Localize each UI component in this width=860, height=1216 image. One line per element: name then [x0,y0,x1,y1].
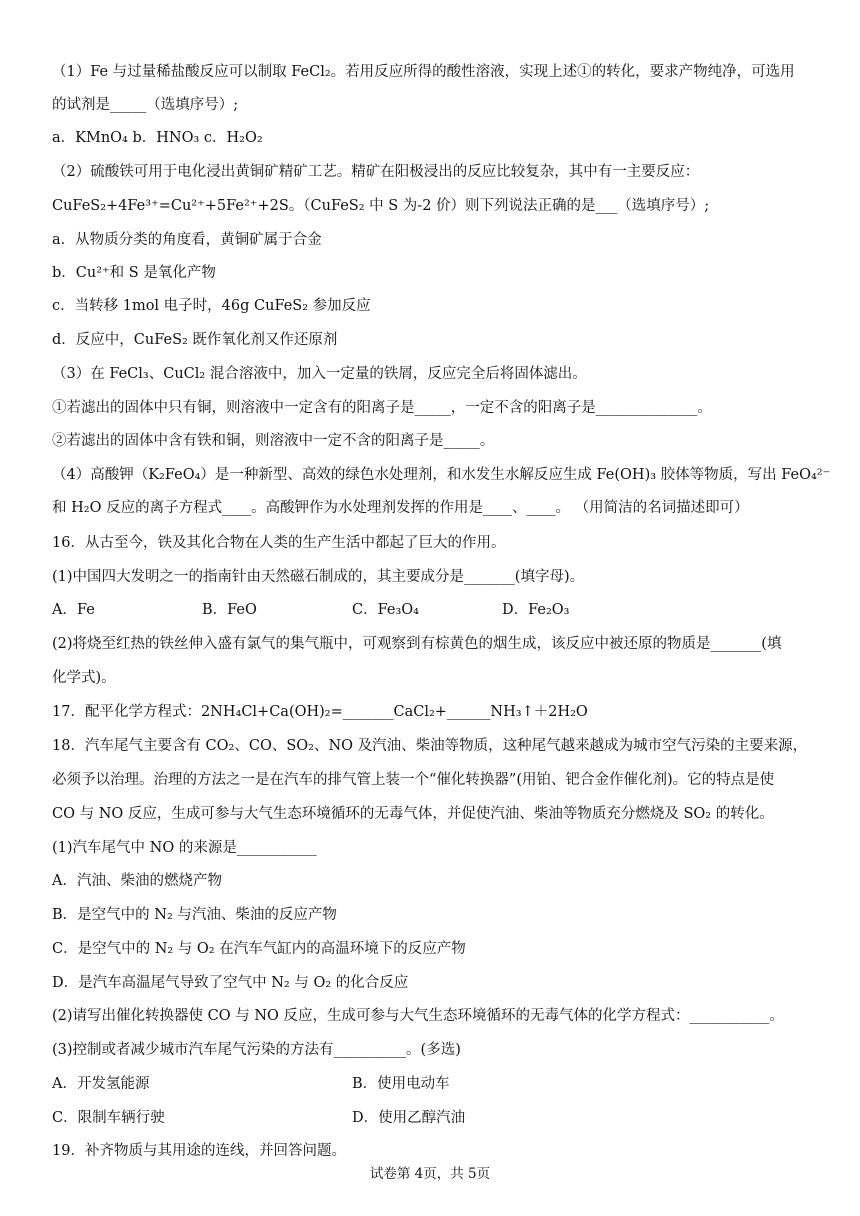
page-footer: 试卷第 4页，共 5页 [369,1166,491,1182]
q18-option-d: D．使用乙醇汽油 [352,1110,466,1126]
q18-choice-d: D．是汽车高温尾气导致了空气中 N₂ 与 O₂ 的化合反应 [52,975,409,991]
text-line: 必须予以治理。治理的方法之一是在汽车的排气管上装一个“催化转换器”(用铂、钯合金作催化剂)。它的特点是使 [52,772,775,788]
q16-option-a: A．Fe [52,602,95,618]
text-line: CuFeS₂+4Fe³⁺=Cu²⁺+5Fe²⁺+2S。（CuFeS₂ 中 S 为-2 价）则下列说法正确的是___（选填序号）; [52,198,710,214]
text-line: （2）硫酸铁可用于电化浸出黄铜矿精矿工艺。精矿在阳极浸出的反应比较复杂，其中有一主要反应： [52,164,700,180]
question-18: 18．汽车尾气主要含有 CO₂、CO、SO₂、NO 及汽油、柴油等物质，这种尾气越来越成为城市空气污染的主要来源， [52,738,808,754]
text-line: （4）高酸钾（K₂FeO₄）是一种新型、高效的绿色水处理剂，和水发生水解反应生成 Fe(OH)₃ 胶体等物质，写出 FeO₄²⁻ [52,467,831,483]
q18-option-c: C．限制车辆行驶 [52,1110,165,1126]
q18-choice-a: A．汽油、柴油的燃烧产物 [52,873,222,889]
text-line: (2)将烧至红热的铁丝伸入盛有氯气的集气瓶中，可观察到有棕黄色的烟生成，该反应中被还原的物质是_______(填 [52,636,782,652]
text-line: （1）Fe 与过量稀盐酸反应可以制取 FeCl₂。若用反应所得的酸性溶液，实现上述①的转化，要求产物纯净，可选用 [52,64,795,80]
text-line: d．反应中，CuFeS₂ 既作氧化剂又作还原剂 [52,332,338,348]
text-line: （3）在 FeCl₃、CuCl₂ 混合溶液中，加入一定量的铁屑，反应完全后将固体滤出。 [52,366,587,382]
q18-choice-b: B．是空气中的 N₂ 与汽油、柴油的反应产物 [52,907,337,923]
question-17: 17．配平化学方程式：2NH₄Cl+Ca(OH)₂=_______CaCl₂+______NH₃↑＋2H₂O [52,704,588,720]
text-line: ②若滤出的固体中含有铁和铜，则溶液中一定不含的阳离子是_____。 [52,433,495,449]
text-line: 和 H₂O 反应的离子方程式____。高酸钾作为水处理剂发挥的作用是____、____。 （用简洁的名词描述即可） [52,500,749,516]
q16-option-b: B．FeO [202,602,257,618]
text-line: ①若滤出的固体中只有铜，则溶液中一定含有的阳离子是_____，一定不含的阳离子是______________。 [52,400,712,416]
q16-option-c: C．Fe₃O₄ [352,602,419,618]
text-line: c．当转移 1mol 电子时，46g CuFeS₂ 参加反应 [52,298,371,314]
text-line: a．KMnO₄ b．HNO₃ c．H₂O₂ [52,130,263,146]
q18-option-b: B．使用电动车 [352,1076,450,1092]
text-line: (1)中国四大发明之一的指南针由天然磁石制成的，其主要成分是_______(填字母)。 [52,569,585,585]
question-16: 16．从古至今，铁及其化合物在人类的生产生活中都起了巨大的作用。 [52,535,506,551]
text-line: CO 与 NO 反应，生成可参与大气生态环境循环的无毒气体，并促使汽油、柴油等物质充分燃烧及 SO₂ 的转化。 [52,806,774,822]
text-line: (2)请写出催化转换器使 CO 与 NO 反应，生成可参与大气生态环境循环的无毒气体的化学方程式：___________。 [52,1008,784,1024]
text-line: a．从物质分类的角度看，黄铜矿属于合金 [52,232,322,248]
text-line: (1)汽车尾气中 NO 的来源是___________ [52,840,317,856]
text-line: b．Cu²⁺和 S 是氧化产物 [52,265,216,281]
text-line: 化学式)。 [52,670,116,686]
text-line: (3)控制或者减少城市汽车尾气污染的方法有__________。(多选) [52,1042,461,1058]
q18-choice-c: C．是空气中的 N₂ 与 O₂ 在汽车气缸内的高温环境下的反应产物 [52,941,466,957]
question-19: 19．补齐物质与其用途的连线，并回答问题。 [52,1143,346,1159]
q18-option-a: A．开发氢能源 [52,1076,150,1092]
q16-option-d: D．Fe₂O₃ [502,602,570,618]
text-line: 的试剂是_____（选填序号）; [52,97,239,113]
